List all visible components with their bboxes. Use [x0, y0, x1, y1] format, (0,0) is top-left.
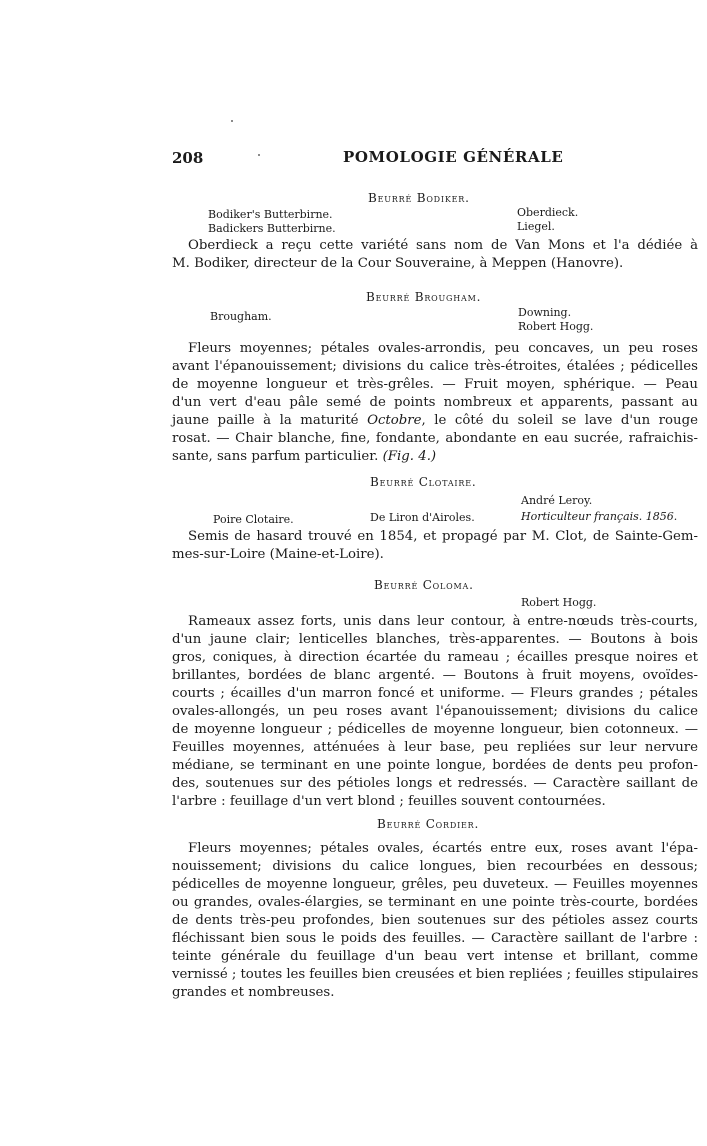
synonym-source: Oberdieck. — [517, 206, 579, 219]
text-fragment: sante, sans parfum particulier. — [172, 449, 379, 464]
synonym: Badickers Butterbirne. — [208, 222, 336, 235]
synonym-source: Downing. — [518, 306, 572, 319]
synonym-source: Liegel. — [517, 220, 555, 233]
text-line: de moyenne longueur ; pédicelles de moyenne longueur, bien cotonneux. — — [172, 722, 698, 737]
entry-paragraph — [172, 613, 698, 811]
text-line: courts ; écailles d'un marron foncé et uniforme. — Fleurs grandes ; pétales — [172, 686, 698, 701]
author: André Leroy. — [521, 494, 593, 507]
synonym: Brougham. — [210, 310, 272, 323]
page-number: 208 — [172, 149, 204, 167]
running-title: POMOLOGIE GÉNÉRALE — [343, 148, 564, 166]
maturity-month: Octobre — [367, 413, 422, 428]
entry-title: Beurré Cordier. — [377, 817, 480, 831]
entry-title: Beurré Coloma. — [374, 578, 474, 592]
text-line: mes-sur-Loire (Maine-et-Loire). — [172, 547, 384, 562]
text-line: vernissé ; toutes les feuilles bien creusées et bien repliées ; feuilles stipulaires — [172, 967, 699, 982]
text-line: d'un jaune clair; lenticelles blanches, très-apparentes. — Boutons à bois — [172, 632, 698, 647]
text-line: fléchissant bien sous le poids des feuilles. — Caractère saillant de l'arbre : — [172, 931, 698, 946]
text-line: pédicelles de moyenne longueur, grêles, peu duveteux. — Feuilles moyennes — [172, 877, 698, 892]
text-line: nouissement; divisions du calice longues, bien recourbées en dessous; — [172, 859, 698, 874]
text-line: d'un vert d'eau pâle semé de points nombreux et apparents, passant au — [172, 395, 698, 410]
text-line: de dents très-peu profondes, bien soutenues sur des pétioles assez courts — [172, 913, 698, 928]
text-line: avant l'épanouissement; divisions du calice très-étroites, étalées ; pédicelles — [172, 359, 698, 374]
text-line: Fleurs moyennes; pétales ovales-arrondis, peu concaves, un peu roses — [188, 341, 698, 356]
text-line: teinte générale du feuillage d'un beau vert intense et brillant, comme — [172, 949, 698, 964]
entry-paragraph — [172, 237, 698, 273]
text-line: médiane, se terminant en une pointe longue, bordées de dents peu profon- — [172, 758, 698, 773]
entry-paragraph — [172, 340, 698, 466]
text-line: brillantes, bordées de blanc argenté. — Boutons à fruit moyens, ovoïdes- — [172, 668, 698, 683]
scan-speck — [231, 120, 233, 122]
text-line — [172, 448, 698, 466]
entry-paragraph — [172, 528, 698, 564]
figure-reference: (Fig. 4.) — [382, 449, 437, 464]
text-line: Semis de hasard trouvé en 1854, et propagé par M. Clot, de Sainte-Gem- — [188, 529, 698, 544]
entry-paragraph — [172, 840, 698, 1002]
text-fragment: , le côté du soleil se lave d'un rouge — [421, 413, 698, 428]
text-line: Oberdieck a reçu cette variété sans nom de Van Mons et l'a dédiée à — [188, 238, 698, 253]
synonym-source: Horticulteur français. 1856. — [521, 510, 678, 523]
text-line: rosat. — Chair blanche, fine, fondante, abondante en eau sucrée, rafraichis- — [172, 431, 698, 446]
synonym-source: Robert Hogg. — [521, 596, 597, 609]
text-line: Feuilles moyennes, atténuées à leur base, peu repliées sur leur nervure — [172, 740, 698, 755]
synonym-source: Robert Hogg. — [518, 320, 594, 333]
text-line — [172, 412, 698, 430]
text-line: grandes et nombreuses. — [172, 985, 335, 1000]
text-line: ou grandes, ovales-élargies, se terminant en une pointe très-courte, bordées — [172, 895, 698, 910]
text-fragment: jaune paille à la maturité — [172, 413, 359, 428]
text-line: gros, coniques, à direction écartée du rameau ; écailles presque noires et — [172, 650, 698, 665]
entry-title: Beurré Clotaire. — [370, 475, 477, 489]
text-line: des, soutenues sur des pétioles longs et redressés. — Caractère saillant de — [172, 776, 698, 791]
text-line: M. Bodiker, directeur de la Cour Souveraine, à Meppen (Hanovre). — [172, 256, 624, 271]
entry-title: Beurré Brougham. — [366, 290, 482, 304]
synonym: Bodiker's Butterbirne. — [208, 208, 333, 221]
synonym: De Liron d'Airoles. — [370, 511, 475, 524]
scan-speck — [258, 154, 260, 156]
text-line: ovales-allongés, un peu roses avant l'épanouissement; divisions du calice — [172, 704, 698, 719]
text-line: Fleurs moyennes; pétales ovales, écartés entre eux, roses avant l'épa- — [188, 841, 698, 856]
synonym: Poire Clotaire. — [213, 513, 294, 526]
text-line: de moyenne longueur et très-grêles. — Fruit moyen, sphérique. — Peau — [172, 377, 698, 392]
entry-title: Beurré Bodiker. — [368, 191, 470, 205]
text-line: l'arbre : feuillage d'un vert blond ; feuilles souvent contournées. — [172, 794, 606, 809]
text-line: Rameaux assez forts, unis dans leur contour, à entre-nœuds très-courts, — [188, 614, 698, 629]
